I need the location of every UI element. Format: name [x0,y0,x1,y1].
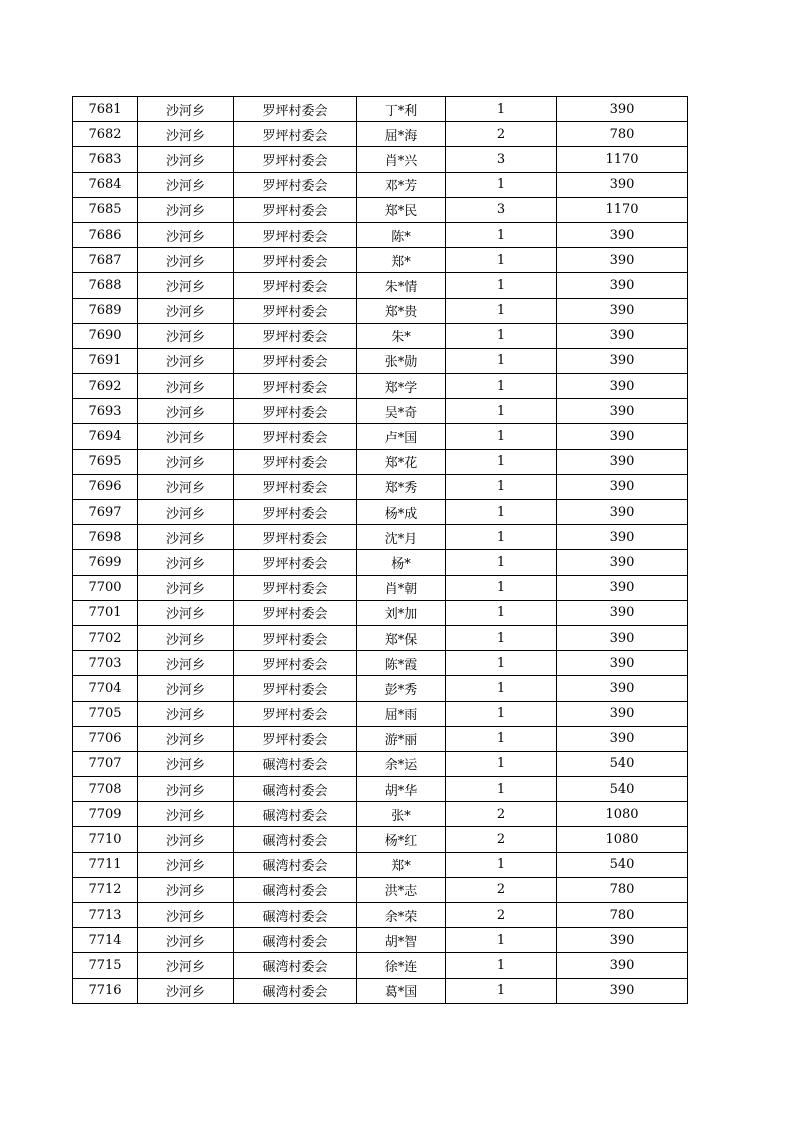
village-committee-cell: 罗坪村委会 [234,298,357,323]
person-name-cell: 葛*国 [357,978,446,1003]
count-cell: 1 [446,323,557,348]
amount-cell: 390 [557,449,688,474]
count-cell: 1 [446,777,557,802]
serial-number-cell: 7691 [73,348,138,373]
township-cell: 沙河乡 [138,197,234,222]
township-cell: 沙河乡 [138,827,234,852]
village-committee-cell: 碾湾村委会 [234,877,357,902]
table-row [73,953,688,978]
amount-cell: 390 [557,273,688,298]
township-cell: 沙河乡 [138,348,234,373]
person-name-cell: 屈*雨 [357,701,446,726]
person-name-cell: 余*荣 [357,903,446,928]
village-committee-cell: 罗坪村委会 [234,172,357,197]
amount-cell: 390 [557,701,688,726]
amount-cell: 1170 [557,147,688,172]
person-name-cell: 彭*秀 [357,676,446,701]
table-row [73,122,688,147]
village-committee-cell: 罗坪村委会 [234,449,357,474]
township-cell: 沙河乡 [138,978,234,1003]
count-cell: 1 [446,474,557,499]
amount-cell: 780 [557,903,688,928]
village-committee-cell: 罗坪村委会 [234,550,357,575]
count-cell: 1 [446,500,557,525]
amount-cell: 390 [557,978,688,1003]
serial-number-cell: 7702 [73,625,138,650]
village-committee-cell: 罗坪村委会 [234,197,357,222]
serial-number-cell: 7693 [73,399,138,424]
table-row [73,248,688,273]
serial-number-cell: 7711 [73,852,138,877]
table-row [73,474,688,499]
person-name-cell: 张*勋 [357,348,446,373]
village-committee-cell: 碾湾村委会 [234,751,357,776]
table-body [73,97,688,1004]
township-cell: 沙河乡 [138,903,234,928]
village-committee-cell: 罗坪村委会 [234,248,357,273]
person-name-cell: 张* [357,802,446,827]
village-committee-cell: 罗坪村委会 [234,726,357,751]
township-cell: 沙河乡 [138,298,234,323]
count-cell: 1 [446,550,557,575]
village-committee-cell: 碾湾村委会 [234,827,357,852]
person-name-cell: 洪*志 [357,877,446,902]
township-cell: 沙河乡 [138,323,234,348]
serial-number-cell: 7699 [73,550,138,575]
serial-number-cell: 7700 [73,575,138,600]
amount-cell: 390 [557,953,688,978]
count-cell: 1 [446,751,557,776]
table-row [73,147,688,172]
table-row [73,575,688,600]
table-row [73,298,688,323]
amount-cell: 540 [557,751,688,776]
serial-number-cell: 7685 [73,197,138,222]
township-cell: 沙河乡 [138,474,234,499]
table-row [73,978,688,1003]
serial-number-cell: 7681 [73,97,138,122]
amount-cell: 390 [557,248,688,273]
township-cell: 沙河乡 [138,600,234,625]
township-cell: 沙河乡 [138,399,234,424]
serial-number-cell: 7703 [73,651,138,676]
village-committee-cell: 罗坪村委会 [234,147,357,172]
township-cell: 沙河乡 [138,424,234,449]
person-name-cell: 肖*朝 [357,575,446,600]
township-cell: 沙河乡 [138,777,234,802]
table-row [73,625,688,650]
count-cell: 1 [446,222,557,247]
township-cell: 沙河乡 [138,222,234,247]
village-committee-cell: 罗坪村委会 [234,222,357,247]
village-committee-cell: 碾湾村委会 [234,953,357,978]
amount-cell: 390 [557,625,688,650]
serial-number-cell: 7705 [73,701,138,726]
village-committee-cell: 罗坪村委会 [234,575,357,600]
person-name-cell: 吴*奇 [357,399,446,424]
table-row [73,374,688,399]
count-cell: 1 [446,651,557,676]
count-cell: 2 [446,122,557,147]
person-name-cell: 杨*红 [357,827,446,852]
amount-cell: 390 [557,525,688,550]
township-cell: 沙河乡 [138,701,234,726]
count-cell: 2 [446,802,557,827]
count-cell: 1 [446,449,557,474]
serial-number-cell: 7684 [73,172,138,197]
village-committee-cell: 罗坪村委会 [234,500,357,525]
table-row [73,877,688,902]
township-cell: 沙河乡 [138,802,234,827]
village-committee-cell: 罗坪村委会 [234,676,357,701]
amount-cell: 390 [557,600,688,625]
amount-cell: 390 [557,550,688,575]
table-row [73,928,688,953]
amount-cell: 390 [557,374,688,399]
count-cell: 1 [446,525,557,550]
amount-cell: 1080 [557,827,688,852]
person-name-cell: 郑*秀 [357,474,446,499]
township-cell: 沙河乡 [138,852,234,877]
serial-number-cell: 7687 [73,248,138,273]
village-committee-cell: 碾湾村委会 [234,903,357,928]
village-committee-cell: 碾湾村委会 [234,978,357,1003]
table-row [73,500,688,525]
serial-number-cell: 7696 [73,474,138,499]
count-cell: 3 [446,147,557,172]
table-row [73,348,688,373]
count-cell: 1 [446,273,557,298]
table-row [73,600,688,625]
serial-number-cell: 7715 [73,953,138,978]
amount-cell: 390 [557,474,688,499]
township-cell: 沙河乡 [138,97,234,122]
township-cell: 沙河乡 [138,751,234,776]
amount-cell: 390 [557,97,688,122]
amount-cell: 390 [557,348,688,373]
township-cell: 沙河乡 [138,172,234,197]
table-row [73,802,688,827]
village-committee-cell: 碾湾村委会 [234,928,357,953]
serial-number-cell: 7683 [73,147,138,172]
amount-cell: 390 [557,424,688,449]
person-name-cell: 朱*情 [357,273,446,298]
person-name-cell: 胡*华 [357,777,446,802]
count-cell: 1 [446,600,557,625]
count-cell: 1 [446,424,557,449]
table-row [73,651,688,676]
township-cell: 沙河乡 [138,575,234,600]
township-cell: 沙河乡 [138,147,234,172]
township-cell: 沙河乡 [138,877,234,902]
amount-cell: 390 [557,172,688,197]
amount-cell: 390 [557,726,688,751]
person-name-cell: 郑*学 [357,374,446,399]
serial-number-cell: 7689 [73,298,138,323]
serial-number-cell: 7706 [73,726,138,751]
table-row [73,676,688,701]
count-cell: 1 [446,575,557,600]
count-cell: 1 [446,374,557,399]
serial-number-cell: 7682 [73,122,138,147]
table-row [73,399,688,424]
serial-number-cell: 7709 [73,802,138,827]
person-name-cell: 郑* [357,852,446,877]
person-name-cell: 胡*智 [357,928,446,953]
table-row [73,449,688,474]
person-name-cell: 肖*兴 [357,147,446,172]
table-row [73,424,688,449]
person-name-cell: 杨* [357,550,446,575]
person-name-cell: 杨*成 [357,500,446,525]
serial-number-cell: 7704 [73,676,138,701]
person-name-cell: 陈*霞 [357,651,446,676]
serial-number-cell: 7714 [73,928,138,953]
person-name-cell: 游*丽 [357,726,446,751]
person-name-cell: 郑*民 [357,197,446,222]
village-committee-cell: 罗坪村委会 [234,651,357,676]
amount-cell: 780 [557,877,688,902]
serial-number-cell: 7701 [73,600,138,625]
village-committee-cell: 罗坪村委会 [234,323,357,348]
count-cell: 1 [446,953,557,978]
serial-number-cell: 7695 [73,449,138,474]
amount-cell: 1170 [557,197,688,222]
amount-cell: 390 [557,298,688,323]
village-committee-cell: 罗坪村委会 [234,424,357,449]
village-committee-cell: 罗坪村委会 [234,348,357,373]
count-cell: 1 [446,928,557,953]
table-row [73,172,688,197]
township-cell: 沙河乡 [138,726,234,751]
amount-cell: 540 [557,852,688,877]
amount-cell: 390 [557,575,688,600]
person-name-cell: 郑*贵 [357,298,446,323]
table-row [73,777,688,802]
serial-number-cell: 7692 [73,374,138,399]
count-cell: 1 [446,399,557,424]
township-cell: 沙河乡 [138,248,234,273]
person-name-cell: 沈*月 [357,525,446,550]
serial-number-cell: 7688 [73,273,138,298]
amount-cell: 390 [557,676,688,701]
serial-number-cell: 7698 [73,525,138,550]
person-name-cell: 丁*利 [357,97,446,122]
table-row [73,323,688,348]
serial-number-cell: 7710 [73,827,138,852]
person-name-cell: 郑* [357,248,446,273]
table-row [73,726,688,751]
serial-number-cell: 7716 [73,978,138,1003]
count-cell: 1 [446,701,557,726]
serial-number-cell: 7686 [73,222,138,247]
township-cell: 沙河乡 [138,122,234,147]
township-cell: 沙河乡 [138,651,234,676]
table-row [73,550,688,575]
serial-number-cell: 7707 [73,751,138,776]
serial-number-cell: 7708 [73,777,138,802]
amount-cell: 540 [557,777,688,802]
township-cell: 沙河乡 [138,928,234,953]
table-row [73,827,688,852]
township-cell: 沙河乡 [138,625,234,650]
village-committee-cell: 碾湾村委会 [234,852,357,877]
village-committee-cell: 罗坪村委会 [234,122,357,147]
village-committee-cell: 罗坪村委会 [234,399,357,424]
village-committee-cell: 罗坪村委会 [234,273,357,298]
township-cell: 沙河乡 [138,676,234,701]
township-cell: 沙河乡 [138,374,234,399]
serial-number-cell: 7713 [73,903,138,928]
township-cell: 沙河乡 [138,525,234,550]
count-cell: 1 [446,298,557,323]
township-cell: 沙河乡 [138,449,234,474]
count-cell: 2 [446,827,557,852]
person-name-cell: 徐*连 [357,953,446,978]
village-committee-cell: 碾湾村委会 [234,777,357,802]
table-row [73,751,688,776]
village-committee-cell: 罗坪村委会 [234,625,357,650]
village-committee-cell: 罗坪村委会 [234,97,357,122]
data-table [72,96,688,1004]
table-row [73,525,688,550]
count-cell: 1 [446,97,557,122]
person-name-cell: 邓*芳 [357,172,446,197]
village-committee-cell: 罗坪村委会 [234,600,357,625]
table-row [73,197,688,222]
count-cell: 2 [446,877,557,902]
person-name-cell: 陈* [357,222,446,247]
count-cell: 1 [446,852,557,877]
table-row [73,97,688,122]
village-committee-cell: 罗坪村委会 [234,374,357,399]
serial-number-cell: 7690 [73,323,138,348]
serial-number-cell: 7712 [73,877,138,902]
serial-number-cell: 7694 [73,424,138,449]
village-committee-cell: 罗坪村委会 [234,474,357,499]
person-name-cell: 郑*保 [357,625,446,650]
village-committee-cell: 碾湾村委会 [234,802,357,827]
count-cell: 1 [446,172,557,197]
amount-cell: 390 [557,928,688,953]
township-cell: 沙河乡 [138,500,234,525]
village-committee-cell: 罗坪村委会 [234,525,357,550]
amount-cell: 1080 [557,802,688,827]
amount-cell: 390 [557,500,688,525]
township-cell: 沙河乡 [138,550,234,575]
person-name-cell: 卢*国 [357,424,446,449]
person-name-cell: 屈*海 [357,122,446,147]
amount-cell: 390 [557,651,688,676]
village-committee-cell: 罗坪村委会 [234,701,357,726]
person-name-cell: 刘*加 [357,600,446,625]
person-name-cell: 余*运 [357,751,446,776]
count-cell: 1 [446,348,557,373]
amount-cell: 780 [557,122,688,147]
count-cell: 1 [446,726,557,751]
person-name-cell: 朱* [357,323,446,348]
table-row [73,273,688,298]
serial-number-cell: 7697 [73,500,138,525]
amount-cell: 390 [557,399,688,424]
township-cell: 沙河乡 [138,273,234,298]
count-cell: 1 [446,978,557,1003]
count-cell: 3 [446,197,557,222]
count-cell: 1 [446,248,557,273]
count-cell: 1 [446,676,557,701]
table-row [73,903,688,928]
count-cell: 2 [446,903,557,928]
person-name-cell: 郑*花 [357,449,446,474]
amount-cell: 390 [557,323,688,348]
table-row [73,222,688,247]
count-cell: 1 [446,625,557,650]
township-cell: 沙河乡 [138,953,234,978]
table-row [73,852,688,877]
table-row [73,701,688,726]
amount-cell: 390 [557,222,688,247]
